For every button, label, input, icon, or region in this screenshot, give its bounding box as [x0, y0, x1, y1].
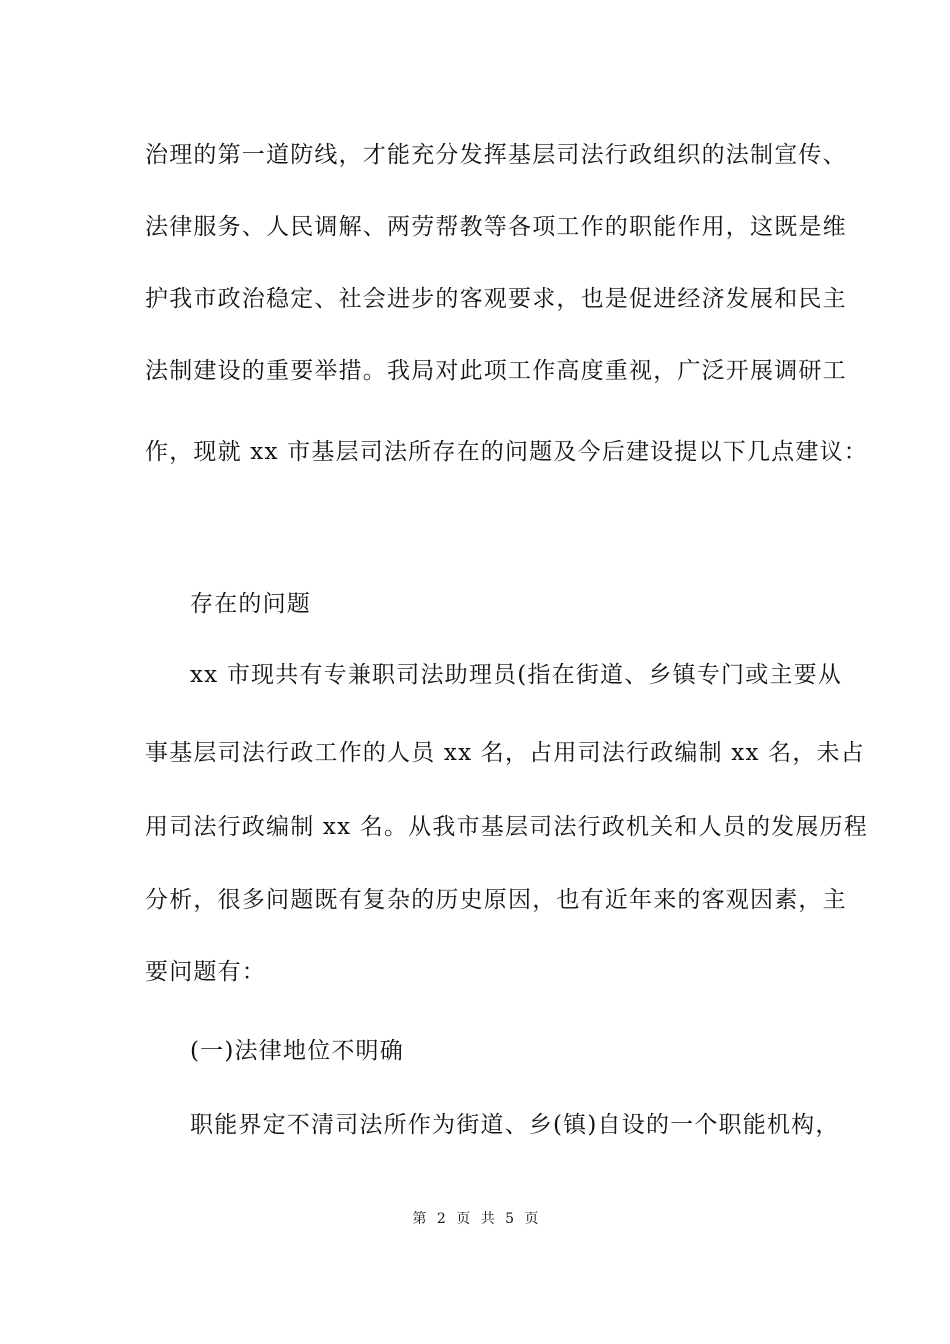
- subsection-heading: (一)法律地位不明确: [190, 1038, 404, 1064]
- body-text-line: xx 市现共有专兼职司法助理员(指在街道、乡镇专门或主要从: [190, 662, 843, 688]
- body-text-line: 治理的第一道防线，才能充分发挥基层司法行政组织的法制宣传、: [145, 142, 847, 168]
- body-text-line: 用司法行政编制 xx 名。从我市基层司法行政机关和人员的发展历程: [145, 814, 868, 840]
- page-number-footer: 第 2 页 共 5 页: [412, 1211, 542, 1227]
- body-text-line: 事基层司法行政工作的人员 xx 名，占用司法行政编制 xx 名，未占: [145, 740, 865, 766]
- body-text-line: 护我市政治稳定、社会进步的客观要求，也是促进经济发展和民主: [145, 286, 847, 312]
- body-text-line: 法律服务、人民调解、两劳帮教等各项工作的职能作用，这既是维: [145, 214, 847, 240]
- body-text-line: 职能界定不清司法所作为街道、乡(镇)自设的一个职能机构，: [190, 1112, 840, 1138]
- body-text-line: 法制建设的重要举措。我局对此项工作高度重视，广泛开展调研工: [145, 358, 847, 384]
- section-heading: 存在的问题: [190, 591, 311, 617]
- body-text-line: 要问题有：: [145, 959, 266, 985]
- body-text-line: 分析，很多问题既有复杂的历史原因，也有近年来的客观因素，主: [145, 887, 847, 913]
- body-text-line: 作，现就 xx 市基层司法所存在的问题及今后建设提以下几点建议：: [145, 439, 868, 465]
